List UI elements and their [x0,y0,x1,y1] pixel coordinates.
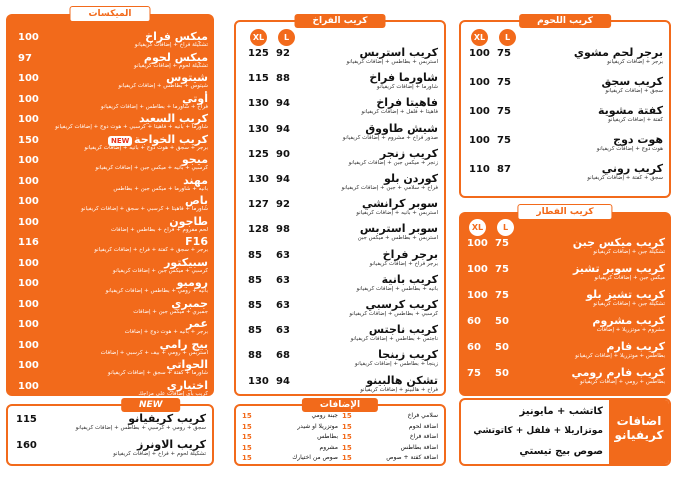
item-price: 100 [18,93,39,105]
menu-item [461,133,669,161]
extras-title: الإضافات [302,398,378,412]
extra-name: اضافة كفتة + صوص [386,454,438,461]
price-l: 92 [276,48,290,59]
item-name: كريب استربس [359,46,438,59]
item-description: تشكيلة لحوم + إضافات كريفيانو [133,62,208,69]
item-description: مشروم + موتزريلا + إضافات [596,327,665,333]
menu-item [6,358,214,378]
price-l: 94 [276,123,290,135]
menu-item [461,46,669,74]
menu-item [461,75,669,103]
item-name: كريب روني [601,162,663,175]
item-description: استربس + بطاطس + ميكس جبن [357,235,438,242]
extras-panel [234,400,446,466]
item-name: ميكس فراخ [145,30,208,43]
size-l-badge: L [497,219,514,236]
extra-item [342,444,438,454]
item-name: مهند [183,173,208,187]
extra-item [342,454,438,464]
menu-item [459,366,671,391]
item-name: هوت دوج [613,133,663,146]
menu-item [236,348,444,372]
item-name: روميو [176,276,208,289]
item-name: سبيكتور [164,255,208,269]
item-price: 115 [16,414,37,425]
item-name: الحواتي [166,358,208,371]
item-name: كريب كريفيانو [128,412,206,425]
menu-item [8,438,212,462]
item-name: كريب مشروم [592,314,665,327]
menu-item [236,273,444,297]
price-l: 75 [495,238,509,249]
item-name: سوبر استربس [359,222,438,236]
item-name: كريب فارم [606,340,665,353]
size-l-badge: L [499,29,516,46]
menu-item [6,92,214,112]
item-price: 100 [18,155,39,166]
item-description: برجر + سجق + كفتة + فراخ + إضافات كريفيانو [94,247,208,253]
menu-item [461,162,669,190]
price-xl: 110 [469,164,490,175]
menu-item [6,235,214,255]
meat-panel [459,16,671,198]
price-l: 68 [276,350,290,362]
extra-price: 15 [242,433,252,441]
price-xl: 130 [248,123,269,135]
price-l: 92 [276,199,290,211]
item-price: 116 [18,237,39,248]
menu-item [6,194,214,214]
item-price: 100 [18,319,39,330]
menu-item [459,288,671,313]
item-price: 100 [18,32,39,43]
menu-item [6,30,214,50]
item-name: كريب تشيز بلو [586,288,665,301]
menu-item [459,236,671,261]
menu-item [6,71,214,91]
criviano-extras-label [609,400,669,464]
item-name: ميجو [181,153,208,166]
menu-item [236,46,444,70]
item-name: أوتي [182,91,208,105]
price-l: 75 [497,77,511,88]
item-description: استربس + بانيه + إضافات كريفيانو [356,210,438,217]
menu-item [6,276,214,296]
item-name: كريب سوبر تشيز [572,262,665,275]
extra-price: 15 [342,443,352,452]
new-tag: NEW [108,136,132,146]
price-xl: 127 [248,199,269,211]
item-description: شاورما + فاهيتا + كرسبي + سجق + إضافات كريفيانو [81,206,208,212]
price-xl: 60 [467,342,481,353]
item-description: صدور فراخ + مشروم + إضافات كريفيانو [342,134,438,141]
extra-name: مشروم [319,443,338,451]
menu-item [6,338,214,358]
price-l: 50 [495,342,509,353]
mixes-panel [6,9,214,397]
item-name: كريب بانية [381,272,438,286]
item-description: ميكس جبن + إضافات كريفيانو [594,275,665,281]
extra-name: بطاطس [317,433,338,440]
price-xl: 85 [248,325,262,337]
item-name: طاجون [169,214,208,228]
item-name: شيش طاووق [365,121,438,135]
item-description: زنجر + ميكس جبن + إضافات كريفيانو [348,159,438,166]
extra-name: اضافة فراخ [409,433,438,440]
price-xl: 130 [248,375,269,387]
criviano-extras-line-3: صوص بيج تيستي [519,446,603,457]
price-l: 94 [276,98,290,110]
price-l: 63 [276,325,290,337]
item-price: 100 [18,298,39,310]
extra-price: 15 [242,454,252,462]
item-name: اختياري [166,378,208,392]
price-xl: 125 [248,148,269,160]
item-description: سجق + إضافات كريفيانو [605,88,663,94]
item-description: ناجتس + بطاطس + إضافات كريفيانو [350,336,438,343]
menu-item [6,297,214,317]
menu-item [6,256,214,276]
price-l: 98 [276,224,290,236]
menu-item [236,222,444,246]
price-xl: 100 [469,77,490,88]
menu-item [459,314,671,339]
item-description: شاورما + كفتة + سجق + إضافات كريفيانو [107,370,208,376]
item-price: 100 [18,339,39,351]
size-l-badge: L [278,29,295,46]
item-description: تشكيلة جبن + إضافات كريفيانو [593,249,665,255]
menu-item [236,323,444,347]
item-description: بانيه + بطاطس + إضافات كريفيانو [356,285,438,292]
price-l: 63 [276,274,290,286]
extra-name: اضافة لحوم [408,422,438,430]
menu-item [236,374,444,398]
item-name: كريب فارم رومي [571,366,665,379]
item-name: تشكن هالبينو [366,373,438,387]
menu-item [6,112,214,132]
item-price: 100 [18,114,39,125]
item-price: 100 [18,196,39,207]
item-price: 100 [18,175,39,187]
item-name: كريب كرسبي [365,298,438,311]
item-price: 100 [18,380,39,392]
item-name: كريب ناجتس [368,323,438,337]
item-price: 97 [18,52,32,64]
price-xl: 100 [469,48,490,59]
price-l: 50 [495,316,509,327]
item-name: كريب الخواجة [134,132,208,146]
item-description: جمبري + ميكس جبن + إضافات [133,308,208,315]
item-name: برجر لحم مشوي [573,46,663,59]
price-xl: 100 [467,264,488,275]
price-xl: 125 [248,48,269,59]
extra-name: جبنة رومي [311,412,338,419]
item-description: شاورما + إضافات كريفيانو [376,84,438,91]
price-l: 63 [276,249,290,261]
item-description: تشكيلة لحوم + فراخ + إضافات كريفيانو [113,451,206,457]
item-name: برجر فراخ [382,247,438,261]
price-l: 75 [497,48,511,59]
extra-item [242,454,338,464]
criviano-extras-line-1: كاتشب + مايونيز [519,406,603,417]
item-description: كريب بأي إضافات على مزاجك [138,390,208,397]
price-l: 94 [276,375,290,387]
extra-item [242,423,338,433]
item-description: استربس + بطاطس + إضافات كريفيانو [346,59,438,65]
item-name: شيتوس [166,71,208,84]
price-xl: 130 [248,174,269,185]
extra-price: 15 [342,454,352,462]
pastry-panel [459,207,671,396]
extra-name: اضافة بطاطس [400,443,438,451]
price-xl: 88 [248,350,262,362]
item-name: شاورما فراخ [369,71,438,85]
menu-item [459,340,671,365]
item-description: استربس + رومي + بيف + كرسبي + إضافات [100,349,208,356]
item-name: كريب زينجا [378,348,438,362]
menu-item [8,412,212,436]
menu-item [6,133,214,153]
item-description: تشكيلة فراخ + إضافات كريفيانو [134,42,208,48]
item-price: 100 [18,257,39,269]
size-xl-badge: XL [469,219,486,236]
criviano-extras-title-2: كريفيانو [614,428,664,442]
price-xl: 85 [248,274,262,286]
price-xl: 85 [248,249,262,261]
price-xl: 128 [248,224,269,236]
price-l: 50 [495,368,509,379]
menu-item [461,104,669,132]
menu-item [6,51,214,71]
menu-item [6,317,214,337]
criviano-extras-panel [459,398,671,466]
price-xl: 100 [469,135,490,146]
item-description: برجر فراخ + إضافات كريفيانو [369,260,438,267]
criviano-extras-line-2: موتزاريلا + فلفل + كاتوتشي [473,426,603,436]
item-description: كفتة + إضافات كريفيانو [608,117,663,123]
extra-price: 15 [242,412,252,420]
size-xl-badge: XL [250,29,267,46]
item-description: بطاطس + رومي + إضافات كريفيانو [580,379,665,385]
extra-price: 15 [342,422,352,431]
price-xl: 100 [467,290,488,301]
menu-item [236,248,444,272]
item-description: برجر + بانيه + هوت دوج + إضافات [124,329,208,335]
price-xl: 85 [248,300,262,311]
item-description: كرسبي + بطاطس + إضافات كريفيانو [349,311,438,317]
item-name: كفتة مشوية [597,104,663,117]
item-name: عمر [186,317,208,330]
menu-item [6,153,214,173]
item-description: لحم مفروم + فراخ + بطاطس + إضافات [111,226,208,233]
price-l: 94 [276,174,290,185]
meat-title: كريب اللحوم [519,14,611,28]
extra-name: سلامي فراخ [407,412,438,419]
item-name: كريب السعيد [139,112,208,125]
item-description: بانيه + رومي + بطاطس + إضافات كريفيانو [105,288,208,294]
menu-item [236,96,444,120]
item-description: هوت دوج + إضافات كريفيانو [596,146,663,152]
item-name: باص [184,194,208,207]
extra-name: موتزريلا او شيدر [297,422,338,430]
price-xl: 100 [467,238,488,249]
mixes-title: الميكسات [70,6,151,22]
extra-name: صوص من اختيارك [292,454,338,461]
item-description: سجق + كفتة + إضافات كريفيانو [587,175,663,181]
menu-item [6,215,214,235]
price-xl: 60 [467,316,481,327]
item-description: تشكيلة جبن + إضافات كريفيانو [593,301,665,307]
item-name: كريب زنجر [379,146,438,160]
extra-item [242,412,338,422]
price-xl: 130 [248,98,269,110]
item-price: 100 [18,216,39,228]
item-price: 100 [18,360,39,371]
extra-item [342,433,438,443]
extra-price: 15 [242,422,252,431]
item-name: كريب الاونرز [137,438,206,451]
item-description: كرسبي + بانيه + ميكس جبن + إضافات كريفيانو [95,165,208,171]
item-price: 100 [18,278,39,289]
extra-price: 15 [342,433,352,441]
item-description: برجر + إضافات كريفيانو [607,59,663,65]
item-name: كوردن بلو [383,172,438,185]
item-description: فاهيتا + فلفل + إضافات كريفيانو [361,109,438,116]
menu-item [236,197,444,221]
menu-item [236,122,444,146]
menu-item [236,71,444,95]
item-description: شيتوس + بطاطس + إضافات كريفيانو [118,83,208,89]
criviano-extras-title-1: اضافات [616,414,662,428]
price-xl: 75 [467,368,481,379]
extra-price: 15 [242,443,252,452]
extra-item [242,444,338,454]
item-name: كريب ميكس جبن [572,236,665,249]
extra-item [342,412,438,422]
chicken-title: كريب الفراخ [295,14,386,28]
item-description: فراخ + شاورما + بطاطس + إضافات كريفيانو [100,103,208,110]
price-l: 90 [276,148,290,160]
menu-item [6,379,214,399]
menu-item [236,147,444,171]
item-price: 160 [16,440,37,451]
item-description: برجر + سجق + هوت دوج + بانيه + إضافات كريفيانو [84,144,208,151]
item-price: 100 [18,73,39,84]
menu-item [236,172,444,196]
price-l: 63 [276,300,290,311]
menu-item [236,298,444,322]
item-description: فراخ + هالبينو + إضافات كريفيانو [360,386,438,393]
size-xl-badge: XL [471,29,488,46]
price-l: 75 [495,290,509,301]
item-description: كرسبي + ميكس جبن + إضافات كريفيانو [112,267,208,274]
price-l: 87 [497,164,511,175]
item-name: ميكس لحوم [143,50,208,64]
item-name: بيج رامي [159,337,208,351]
price-xl: 115 [248,73,269,85]
price-l: 75 [495,264,509,275]
new-badge: NEW [121,398,181,412]
item-description: سجق + رومي + كرسبي + بطاطس + إضافات كريفيانو [75,425,206,431]
item-name: F16 [185,235,208,248]
chicken-panel [234,16,446,396]
item-name: كريب سجق [601,75,663,88]
extra-price: 15 [342,412,352,420]
price-xl: 100 [469,106,490,117]
price-l: 75 [497,106,511,117]
item-description: فراخ + سلامي + جبن + إضافات كريفيانو [341,185,438,191]
price-l: 88 [276,73,290,85]
item-description: بانيه + شاورما + ميكس جبن + بطاطس [113,185,208,192]
item-name: فاهيتا فراخ [376,96,438,110]
extra-item [242,433,338,443]
item-description: بطاطس + موتزريلا + إضافات كريفيانو [575,353,665,359]
item-name: جمبري [171,296,208,310]
item-description: شاورما + بانيه + فاهيتا + كرسبي + هوت دوج + إضافات كريفيانو [55,124,208,130]
menu-item [459,262,671,287]
item-description: زينجا + بطاطس + إضافات كريفيانو [354,361,438,368]
pastry-title: كريب الفطار [517,204,612,220]
new-items-panel [6,400,214,466]
price-l: 75 [497,135,511,146]
item-price: 150 [18,134,39,146]
menu-item [6,174,214,194]
item-name: سوبر كرانشي [362,197,438,211]
extra-item [342,423,438,433]
